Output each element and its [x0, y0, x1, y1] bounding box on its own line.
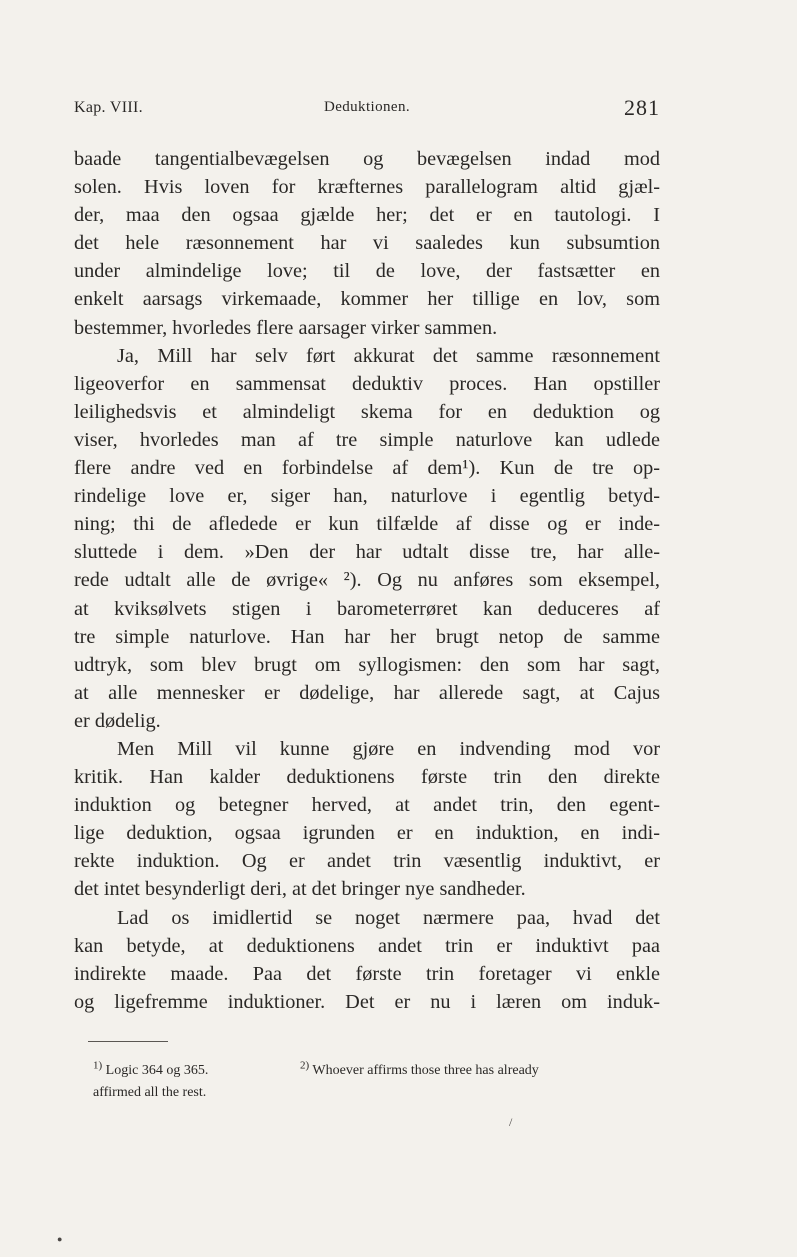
stray-mark: / — [509, 1115, 513, 1129]
text-line: ning; thi de afledede er kun tilfælde af disse og er inde- — [74, 513, 660, 536]
text-line: indirekte maade. Paa det første trin foretager vi enkle — [74, 962, 660, 985]
text-line: at kviksølvets stigen i barometerrøret kan deduceres af — [74, 597, 660, 620]
page-number: 281 — [624, 95, 660, 120]
text-line: rede udtalt alle de øvrige« ²). Og nu anføres som eksempel, — [74, 569, 660, 592]
text-line: bestemmer, hvorledes flere aarsager virker sammen. — [74, 316, 498, 339]
text-line: det hele ræsonnement har vi saaledes kun subsumtion — [74, 232, 660, 255]
footnote-2-text: Whoever affirms those three has already — [312, 1063, 539, 1078]
chapter-label: Kap. VIII. — [74, 99, 143, 116]
footnote-1 — [93, 1060, 288, 1082]
text-line: viser, hvorledes man af tre simple naturlove kan udlede — [74, 428, 660, 451]
main-text — [74, 145, 660, 1016]
text-line: sluttede i dem. »Den der har udtalt disse tre, har alle- — [74, 541, 660, 564]
text-line: ligeoverfor en sammensat deduktiv proces. Han opstiller — [74, 372, 660, 395]
footnote-1-text: Logic 364 og 365. — [105, 1063, 209, 1078]
footnotes — [93, 1060, 658, 1104]
text-line: tre simple naturlove. Han har her brugt netop de samme — [74, 625, 660, 648]
footnote-divider — [88, 1041, 168, 1042]
text-line: Lad os imidlertid se noget nærmere paa, hvad det — [117, 906, 660, 929]
section-title: Deduktionen. — [323, 99, 411, 115]
text-line: det intet besynderligt deri, at det bringer nye sandheder. — [74, 878, 526, 901]
text-line: der, maa den ogsaa gjælde her; det er en tautologi. I — [74, 204, 660, 227]
text-line: Men Mill vil kunne gjøre en indvending mod vor — [117, 737, 660, 760]
text-line: under almindelige love; til de love, der fastsætter en — [74, 260, 660, 283]
text-line: induktion og betegner herved, at andet trin, den egent- — [74, 794, 660, 817]
text-line: er dødelig. — [74, 709, 161, 732]
text-line: flere andre ved en forbindelse af dem¹). Kun de tre op- — [74, 457, 660, 480]
text-line: rekte induktion. Og er andet trin væsentlig induktivt, er — [74, 850, 660, 873]
footnote-2 — [300, 1060, 539, 1082]
text-line: kritik. Han kalder deduktionens første trin den direkte — [74, 766, 660, 789]
text-line: baade tangentialbevægelsen og bevægelsen indad mod — [74, 148, 660, 170]
text-line: Ja, Mill har selv ført akkurat det samme ræsonnement — [117, 344, 660, 367]
text-line: lige deduktion, ogsaa igrunden er en induktion, en indi- — [74, 822, 660, 845]
running-header — [74, 95, 660, 125]
text-line: og ligefremme induktioner. Det er nu i læren om induk- — [74, 990, 660, 1013]
footnote-1-marker: 1) — [93, 1059, 103, 1072]
text-line: leilighedsvis et almindeligt skema for en deduktion og — [74, 400, 660, 423]
stray-dot: ● — [57, 1234, 63, 1244]
footnote-line — [93, 1060, 658, 1082]
text-line: solen. Hvis loven for kræfternes parallelogram altid gjæl- — [74, 176, 660, 199]
text-line: udtryk, som blev brugt om syllogismen: den som har sagt, — [74, 653, 660, 676]
text-line: at alle mennesker er dødelige, har allerede sagt, at Cajus — [74, 681, 660, 704]
text-line: rindelige love er, siger han, naturlove i egentlig betyd- — [74, 485, 660, 508]
text-line: kan betyde, at deduktionens andet trin er induktivt paa — [74, 934, 660, 957]
footnote-2-marker: 2) — [300, 1059, 310, 1072]
text-line: enkelt aarsags virkemaade, kommer her tillige en lov, som — [74, 288, 660, 311]
footnote-continuation: affirmed all the rest. — [93, 1085, 207, 1100]
